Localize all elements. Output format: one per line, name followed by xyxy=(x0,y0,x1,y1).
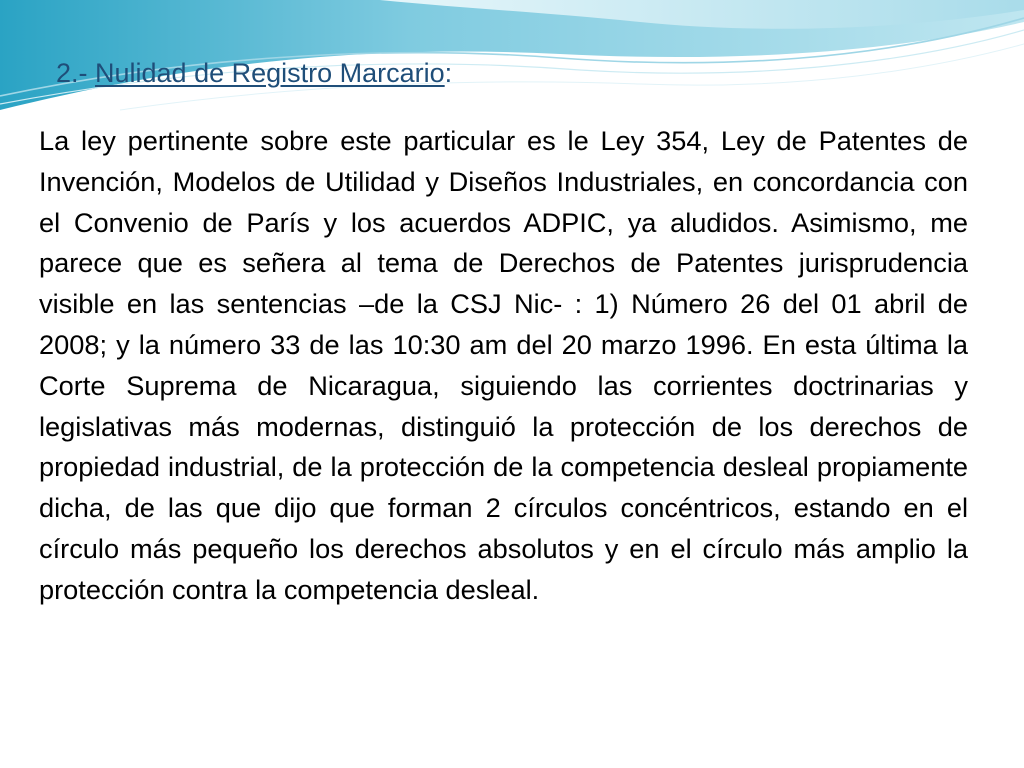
slide-title-suffix: : xyxy=(444,58,453,88)
slide-title-prefix: 2.- xyxy=(56,58,96,88)
slide-title-text: Nulidad de Registro Marcario xyxy=(95,58,445,88)
slide-body-paragraph: La ley pertinente sobre este particular es le Ley 354, Ley de Patentes de Invención, Modelos de Utilidad y Diseños Industriales, en concordancia con el Convenio de París y los acuerdos ADPIC, ya aludidos. Asimismo, me parece que es señera al tema de Derechos de Patentes jurisprudencia visible en las sentencias –de la CSJ Nic- : 1) Número 26 del 01 abril de 2008; y la número 33 de las 10:30 am del 20 marzo 1996. En esta última la Corte Suprema de Nicaragua, siguiendo las corrientes doctrinarias y legislativas más modernas, distinguió la protección de los derechos de propiedad industrial, de la protección de la competencia desleal propiamente dicha, de las que dijo que forman 2 círculos concéntricos, estando en el círculo más pequeño los derechos absolutos y en el círculo más amplio la protección contra la competencia desleal. xyxy=(39,125,968,605)
slide-title xyxy=(56,56,452,90)
